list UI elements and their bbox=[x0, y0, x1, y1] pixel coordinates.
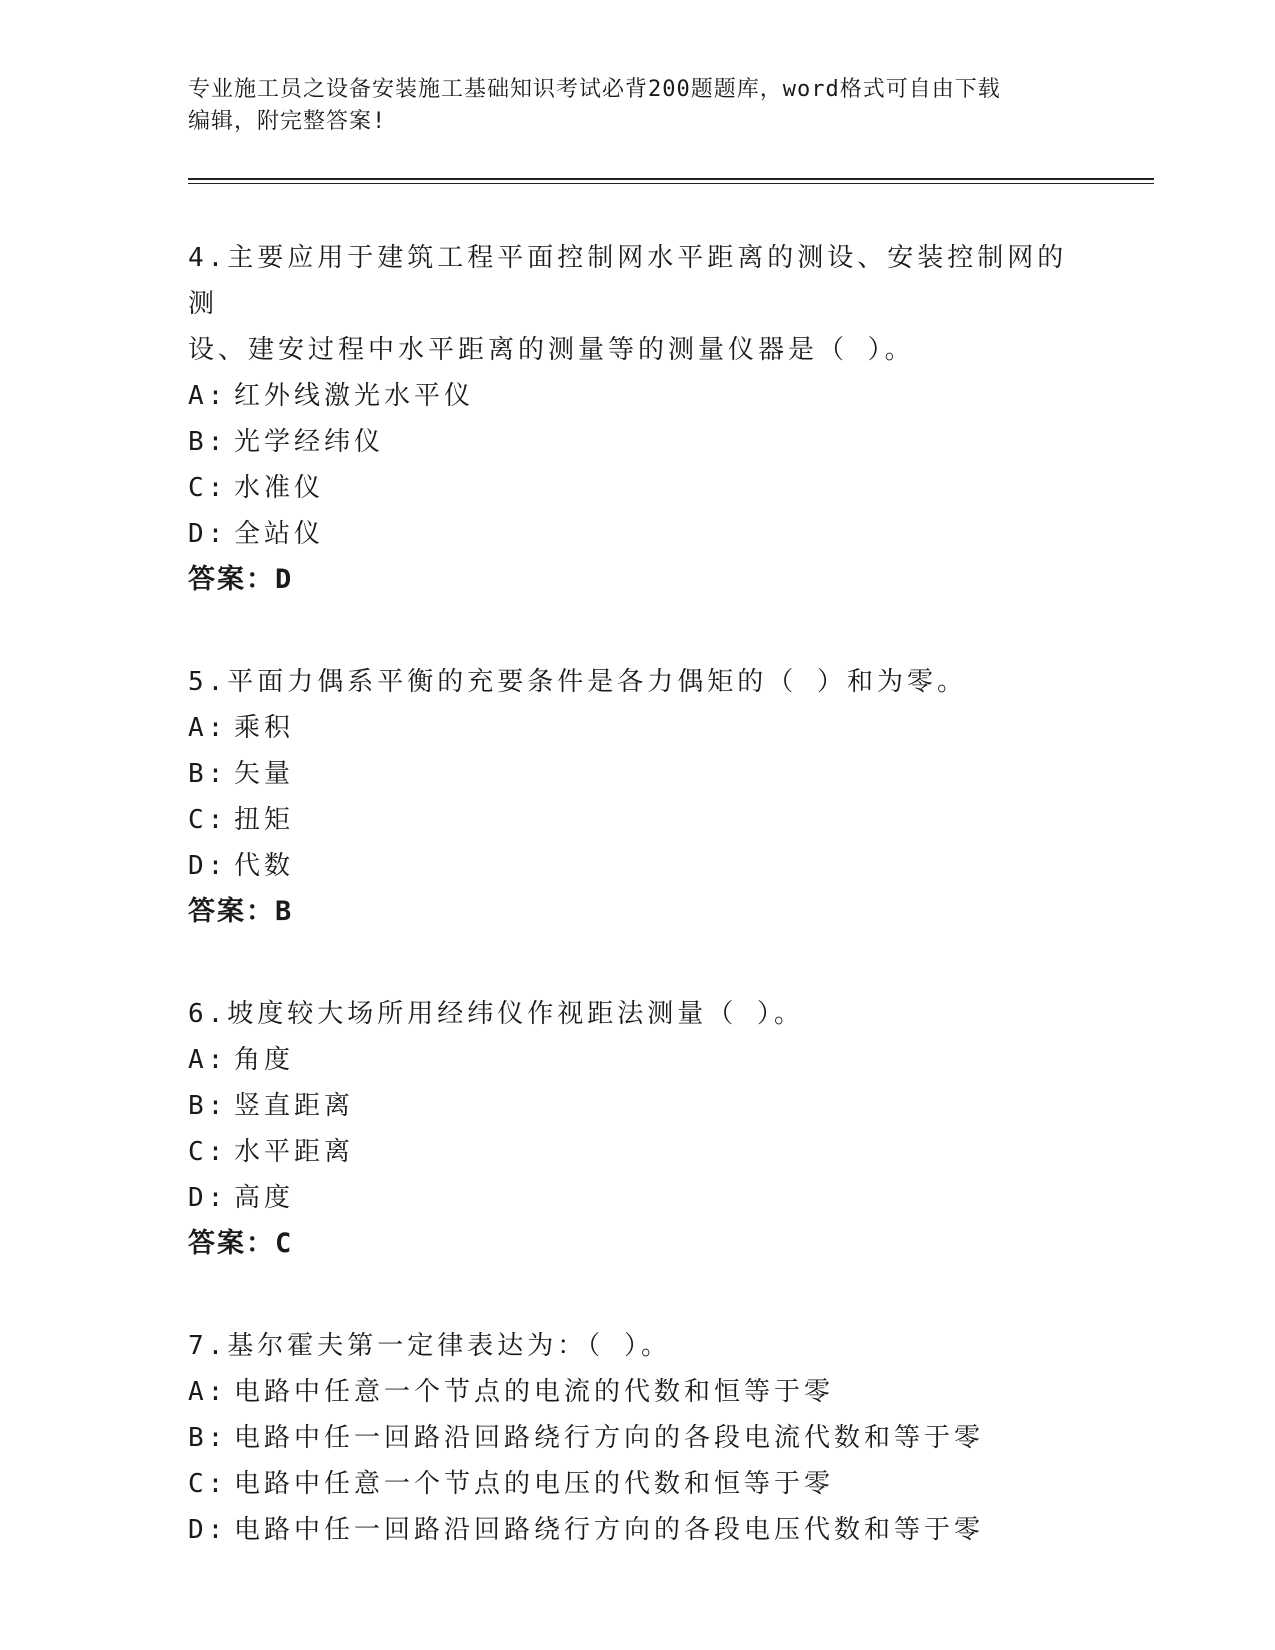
answer-label: 答案：C bbox=[188, 1228, 294, 1259]
option-key: B: bbox=[188, 1423, 228, 1453]
option-d bbox=[188, 1507, 1088, 1553]
option-text: 代数 bbox=[234, 851, 295, 881]
document-header bbox=[188, 74, 1088, 138]
option-c bbox=[188, 1129, 1088, 1175]
option-key: A: bbox=[188, 1045, 228, 1075]
option-key: D: bbox=[188, 851, 228, 881]
option-b bbox=[188, 419, 1088, 465]
option-text: 电路中任意一个节点的电流的代数和恒等于零 bbox=[234, 1377, 835, 1407]
question-text: 4.主要应用于建筑工程平面控制网水平距离的测设、安装控制网的测 bbox=[188, 243, 1068, 319]
question-text: 5.平面力偶系平衡的充要条件是各力偶矩的（ ）和为零。 bbox=[188, 667, 967, 697]
option-text: 角度 bbox=[234, 1045, 295, 1075]
option-key: B: bbox=[188, 1091, 228, 1121]
question-6 bbox=[188, 991, 1088, 1267]
answer-label: 答案：B bbox=[188, 896, 294, 927]
option-a bbox=[188, 373, 1088, 419]
question-text: 6.坡度较大场所用经纬仪作视距法测量（ ）。 bbox=[188, 999, 804, 1029]
option-key: B: bbox=[188, 427, 228, 457]
option-a bbox=[188, 1369, 1088, 1415]
question-text: 7.基尔霍夫第一定律表达为：（ ）。 bbox=[188, 1331, 671, 1361]
option-key: C: bbox=[188, 1469, 228, 1499]
option-key: C: bbox=[188, 1137, 228, 1167]
option-key: C: bbox=[188, 805, 228, 835]
option-text: 全站仪 bbox=[234, 519, 325, 549]
option-text: 水准仪 bbox=[234, 473, 325, 503]
question-list bbox=[188, 235, 1088, 1609]
question-4 bbox=[188, 235, 1088, 603]
option-c bbox=[188, 465, 1088, 511]
header-line-2: 编辑，附完整答案! bbox=[188, 109, 387, 134]
option-c bbox=[188, 797, 1088, 843]
header-divider-thin bbox=[188, 183, 1154, 184]
option-b bbox=[188, 751, 1088, 797]
option-a bbox=[188, 1037, 1088, 1083]
option-d bbox=[188, 511, 1088, 557]
option-text: 乘积 bbox=[234, 713, 295, 743]
question-text-continued: 设、建安过程中水平距离的测量等的测量仪器是（ ）。 bbox=[188, 335, 915, 365]
question-5 bbox=[188, 659, 1088, 935]
option-text: 扭矩 bbox=[234, 805, 295, 835]
question-7 bbox=[188, 1323, 1088, 1553]
option-text: 电路中任一回路沿回路绕行方向的各段电流代数和等于零 bbox=[234, 1423, 985, 1453]
option-d bbox=[188, 843, 1088, 889]
option-key: D: bbox=[188, 519, 228, 549]
option-a bbox=[188, 705, 1088, 751]
option-d bbox=[188, 1175, 1088, 1221]
option-key: A: bbox=[188, 713, 228, 743]
option-key: B: bbox=[188, 759, 228, 789]
option-text: 水平距离 bbox=[234, 1137, 355, 1167]
option-text: 竖直距离 bbox=[234, 1091, 355, 1121]
option-key: C: bbox=[188, 473, 228, 503]
option-key: D: bbox=[188, 1515, 228, 1545]
option-text: 电路中任意一个节点的电压的代数和恒等于零 bbox=[234, 1469, 835, 1499]
option-b bbox=[188, 1083, 1088, 1129]
option-b bbox=[188, 1415, 1088, 1461]
option-text: 光学经纬仪 bbox=[234, 427, 385, 457]
option-text: 红外线激光水平仪 bbox=[234, 381, 475, 411]
answer-label: 答案：D bbox=[188, 564, 294, 595]
option-text: 高度 bbox=[234, 1183, 295, 1213]
option-text: 电路中任一回路沿回路绕行方向的各段电压代数和等于零 bbox=[234, 1515, 985, 1545]
header-divider-thick bbox=[188, 178, 1154, 180]
option-text: 矢量 bbox=[234, 759, 295, 789]
header-line-1: 专业施工员之设备安装施工基础知识考试必背200题题库，word格式可自由下载 bbox=[188, 77, 1001, 102]
option-c bbox=[188, 1461, 1088, 1507]
option-key: A: bbox=[188, 381, 228, 411]
option-key: A: bbox=[188, 1377, 228, 1407]
option-key: D: bbox=[188, 1183, 228, 1213]
